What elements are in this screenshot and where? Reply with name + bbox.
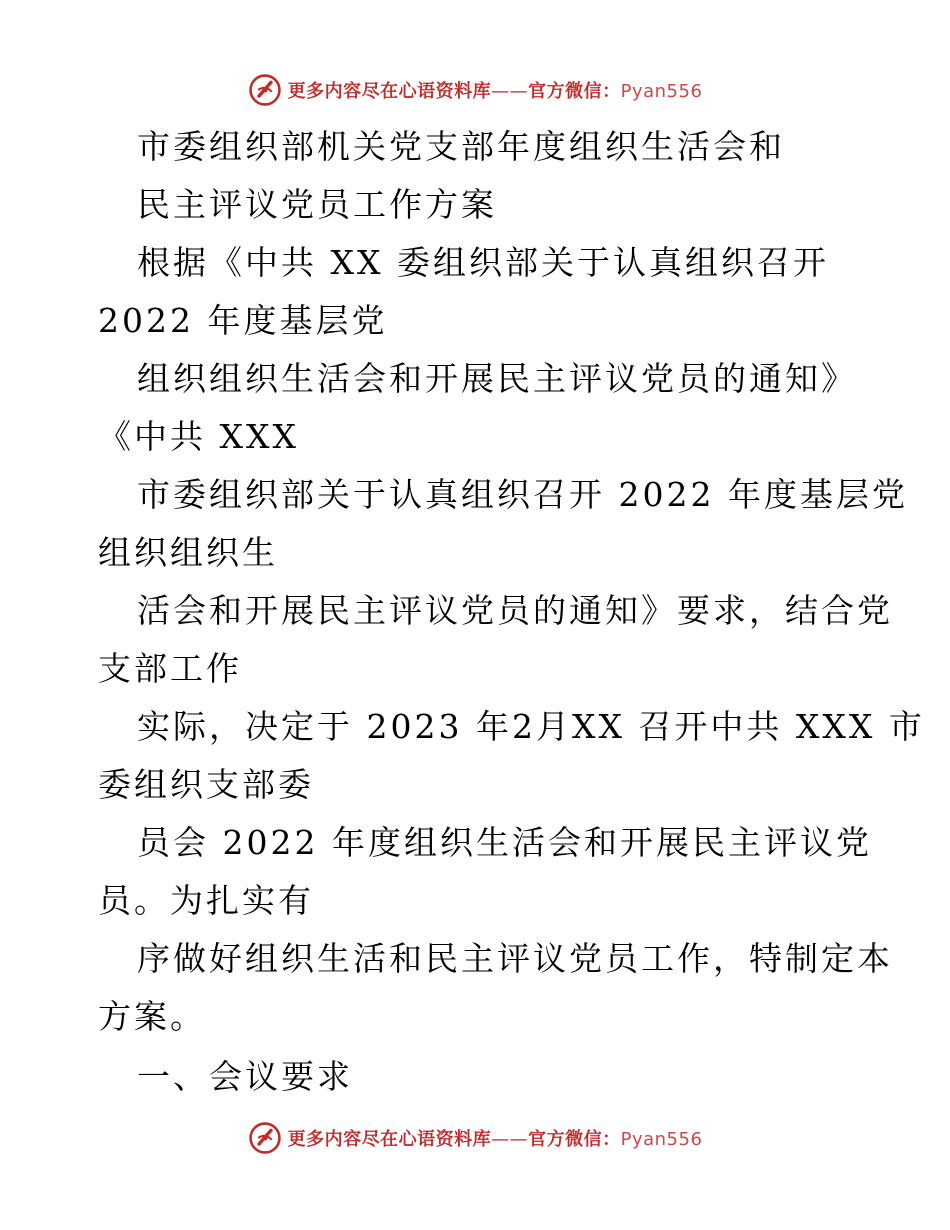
watermark-dash: ——: [491, 81, 529, 102]
paragraph-line: 组织组织生活会和开展民主评议党员的通知》: [137, 359, 857, 398]
paragraph-line: 实际，决定于 2023 年2月XX 召开中共 XXX 市: [137, 707, 925, 746]
paragraph-line: 活会和开展民主评议党员的通知》要求，结合党: [137, 591, 893, 630]
paragraph-line: 《中共 XXX: [98, 417, 299, 456]
paragraph-line: 组织组织生: [98, 533, 278, 572]
watermark-label: 官方微信：: [528, 81, 621, 102]
watermark-label: 官方微信：: [528, 1129, 621, 1150]
watermark-footer: [0, 1118, 950, 1158]
watermark-header: [0, 70, 950, 110]
watermark-id: Pyan556: [620, 1129, 703, 1150]
document-title-line-2: 民主评议党员工作方案: [137, 185, 497, 224]
watermark-id: Pyan556: [620, 81, 703, 102]
paragraph-line: 方案。: [98, 997, 206, 1036]
watermark-dash: ——: [491, 1129, 529, 1150]
red-seal-logo-icon: [248, 73, 282, 107]
paragraph-line: 2022 年度基层党: [98, 301, 388, 340]
section-heading: 一、会议要求: [137, 1057, 353, 1096]
paragraph-line: 员。为扎实有: [98, 881, 314, 920]
watermark-site-name: 更多内容尽在心语资料库: [287, 81, 492, 102]
watermark-site-name: 更多内容尽在心语资料库: [287, 1129, 492, 1150]
paragraph-line: 根据《中共 XX 委组织部关于认真组织召开: [137, 243, 829, 282]
paragraph-line: 委组织支部委: [98, 765, 314, 804]
paragraph-line: 市委组织部关于认真组织召开 2022 年度基层党: [137, 475, 908, 514]
paragraph-line: 支部工作: [98, 649, 242, 688]
red-seal-logo-icon: [248, 1121, 282, 1155]
document-title-line-1: 市委组织部机关党支部年度组织生活会和: [137, 127, 785, 166]
paragraph-line: 序做好组织生活和民主评议党员工作，特制定本: [137, 939, 893, 978]
paragraph-line: 员会 2022 年度组织生活会和开展民主评议党: [137, 823, 872, 862]
